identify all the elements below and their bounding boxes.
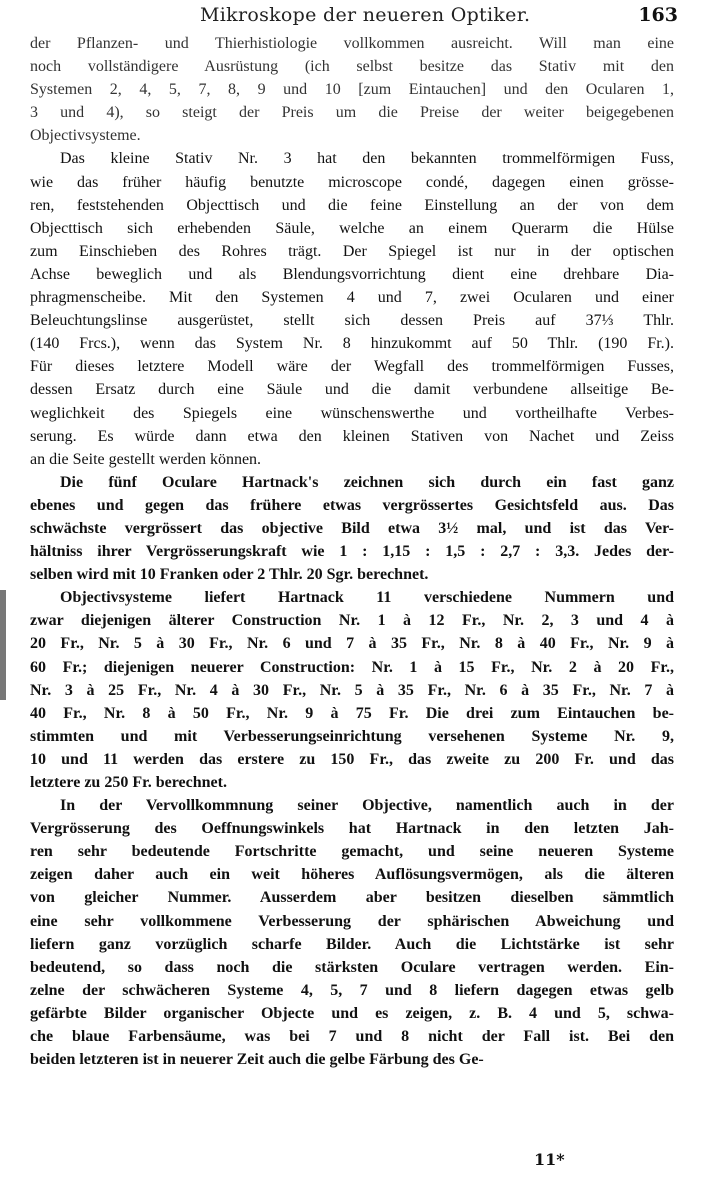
text-line: 3 und 4), so steigt der Preis um die Preise der weiter beigegebenen [30, 104, 674, 122]
text-line: phragmenscheibe. Mit den Systemen 4 und 7, zwei Ocularen und einer [30, 289, 674, 307]
text-line: serung. Es würde dann etwa den kleinen Stativen von Nachet und Zeiss [30, 427, 674, 445]
paragraph [30, 147, 674, 470]
body-text [30, 32, 674, 1071]
paragraph [30, 794, 674, 1071]
text-line: Vergrösserung des Oeffnungswinkels hat Hartnack in den letzten Jah- [30, 820, 674, 838]
text-line: ebenes und gegen das frühere etwas vergrössertes Gesichtsfeld aus. Das [30, 496, 674, 514]
text-line: (140 Frcs.), wenn das System Nr. 8 hinzukommt auf 50 Thlr. (190 Fr.). [30, 335, 674, 353]
paragraph [30, 586, 674, 794]
text-line: ren sehr bedeutende Fortschritte gemacht, und seine neueren Systeme [30, 843, 674, 861]
text-line: beiden letzteren ist in neuerer Zeit auch die gelbe Färbung des Ge- [30, 1051, 484, 1069]
text-line: Objecttisch sich erhebenden Säule, welche an einem Querarm die Hülse [30, 219, 674, 237]
text-line: selben wird mit 10 Franken oder 2 Thlr. 20 Sgr. berechnet. [30, 566, 429, 584]
text-line: liefern ganz vorzüglich scharfe Bilder. Auch die Lichtstärke ist sehr [30, 935, 674, 953]
paragraph [30, 471, 674, 586]
text-line: In der Vervollkommnung seiner Objective, namentlich auch in der [60, 797, 674, 815]
text-line: schwächste vergrössert das objective Bild etwa 3½ mal, und ist das Ver- [30, 519, 674, 537]
text-line: zeigen daher auch ein weit höheres Auflösungsvermögen, als die älteren [30, 866, 674, 884]
text-line: Systemen 2, 4, 5, 7, 8, 9 und 10 [zum Eintauchen] und den Ocularen 1, [30, 81, 674, 99]
text-line: der Pflanzen- und Thierhistiologie vollkommen ausreicht. Will man eine [30, 35, 674, 52]
text-line: che blaue Farbensäume, was bei 7 und 8 nicht der Fall ist. Bei den [30, 1028, 674, 1046]
text-line: weglichkeit des Spiegels eine wünschenswerthe und vortheilhafte Verbes- [30, 404, 674, 422]
text-line: noch vollständigere Ausrüstung (ich selbst besitze das Stativ mit den [30, 58, 674, 76]
page-number: 163 [638, 4, 678, 26]
text-line: zwar diejenigen älterer Construction Nr. 1 à 12 Fr., Nr. 2, 3 und 4 à [30, 612, 674, 630]
text-line: von gleicher Nummer. Ausserdem aber besitzen dieselben sämmtlich [30, 889, 674, 907]
signature-mark: 11* [534, 1150, 565, 1169]
paragraph [30, 32, 674, 147]
text-line: wie das früher häufig benutzte microscope condé, dagegen einen grösse- [30, 173, 674, 191]
text-line: gefärbte Bilder organischer Objecte und es zeigen, z. B. 4 und 5, schwa- [30, 1004, 674, 1022]
text-line: 10 und 11 werden das erstere zu 150 Fr., das zweite zu 200 Fr. und das [30, 750, 674, 768]
text-line: hältniss ihrer Vergrösserungskraft wie 1 : 1,15 : 1,5 : 2,7 : 3,3. Jedes der- [30, 543, 674, 561]
text-line: Objectivsysteme liefert Hartnack 11 verschiedene Nummern und [60, 589, 674, 607]
text-line: Das kleine Stativ Nr. 3 hat den bekannten trommelförmigen Fuss, [60, 150, 674, 168]
text-line: Nr. 3 à 25 Fr., Nr. 4 à 30 Fr., Nr. 5 à 35 Fr., Nr. 6 à 35 Fr., Nr. 7 à [30, 681, 674, 699]
text-line: stimmten und mit Verbesserungseinrichtung versehenen Systeme Nr. 9, [30, 727, 674, 745]
text-line: Beleuchtungslinse ausgerüstet, stellt sich dessen Preis auf 37⅓ Thlr. [30, 312, 674, 330]
text-line: 60 Fr.; diejenigen neuerer Construction: Nr. 1 à 15 Fr., Nr. 2 à 20 Fr., [30, 658, 674, 676]
text-line: Die fünf Oculare Hartnack's zeichnen sich durch ein fast ganz [60, 473, 674, 491]
text-line: eine sehr vollkommene Verbesserung der sphärischen Abweichung und [30, 912, 674, 930]
text-line: dessen Ersatz durch eine Säule und die damit verbundene allseitige Be- [30, 381, 674, 399]
running-title: Mikroskope der neueren Optiker. [200, 4, 531, 26]
scan-edge-mark [0, 590, 6, 700]
text-line: zelne der schwächeren Systeme 4, 5, 7 und 8 liefern dagegen etwas gelb [30, 981, 674, 999]
text-line: letztere zu 250 Fr. berechnet. [30, 774, 227, 791]
text-line: 40 Fr., Nr. 8 à 50 Fr., Nr. 9 à 75 Fr. Die drei zum Eintauchen be- [30, 704, 674, 722]
page-header [0, 4, 706, 32]
text-line: an die Seite gestellt werden können. [30, 450, 262, 468]
text-line: Für dieses letztere Modell wäre der Wegfall des trommelförmigen Fusses, [30, 358, 674, 376]
text-line: Objectivsysteme. [30, 127, 141, 145]
text-line: Achse beweglich und als Blendungsvorrichtung dient eine drehbare Dia- [30, 265, 674, 283]
text-line: bedeutend, so dass noch die stärksten Oculare vertragen werden. Ein- [30, 958, 674, 976]
text-line: zum Einschieben des Rohres trägt. Der Spiegel ist nur in der optischen [30, 242, 674, 260]
text-line: ren, feststehenden Objecttisch und die feine Einstellung an der von dem [30, 196, 674, 214]
text-line: 20 Fr., Nr. 5 à 30 Fr., Nr. 6 und 7 à 35 Fr., Nr. 8 à 40 Fr., Nr. 9 à [30, 635, 674, 653]
